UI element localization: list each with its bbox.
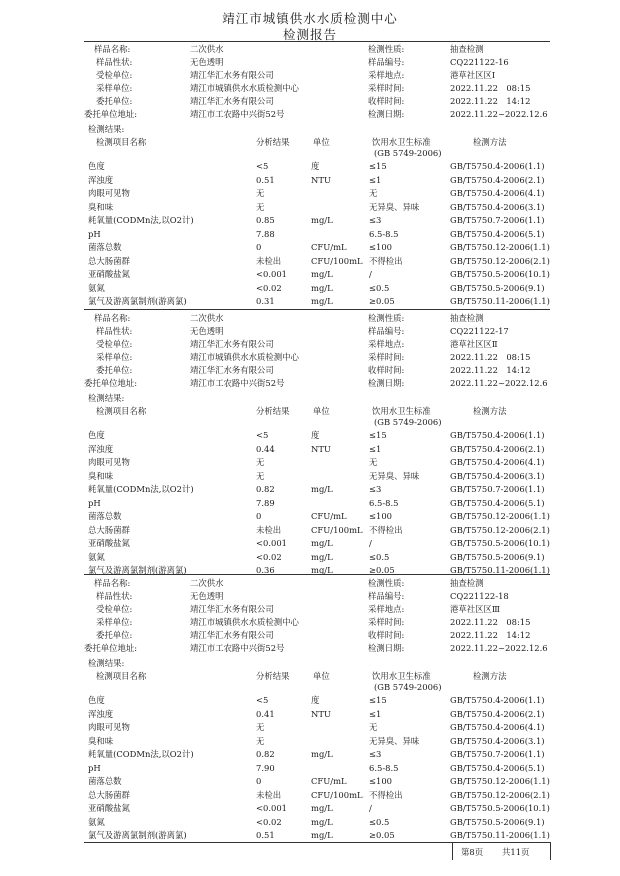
result-unit: CFU/100mL (311, 255, 363, 266)
result-value: 0.31 (256, 296, 275, 306)
result-item: 耗氧量(CODMn法,以O2计) (88, 484, 194, 494)
result-value: 0.51 (256, 174, 275, 185)
result-method: GB/T5750.5-2006(9.1) (450, 551, 545, 562)
column-header: 检测方法 (473, 137, 507, 147)
info-value: 靖江华汇水务有限公司 (190, 70, 274, 80)
info-label: 采样单位: (96, 617, 133, 627)
result-standard: ≤3 (369, 484, 382, 494)
info-value: 靖江华汇水务有限公司 (190, 365, 274, 375)
info-label: 委托单位: (96, 365, 133, 375)
result-method: GB/T5750.12-2006(1.1) (450, 776, 550, 786)
result-unit: NTU (311, 443, 331, 454)
result-unit: CFU/mL (311, 511, 347, 521)
result-method: GB/T5750.7-2006(1.1) (450, 215, 545, 225)
result-unit: CFU/100mL (311, 524, 363, 535)
result-standard: 6.5-8.5 (369, 497, 399, 508)
result-item: 臭和味 (88, 470, 114, 481)
info-value: 2022.11.22~2022.12.6 (450, 378, 548, 388)
top-rule (84, 41, 550, 42)
result-standard: 不得检出 (369, 789, 403, 800)
result-standard: / (369, 269, 372, 279)
result-standard: 6.5-8.5 (369, 228, 399, 239)
column-header: 饮用水卫生标准 (372, 671, 431, 681)
result-value: 无 (256, 457, 265, 467)
info-label: 收样时间: (368, 630, 405, 640)
result-standard: 不得检出 (369, 524, 403, 535)
info-label: 检测日期: (368, 378, 405, 388)
result-unit: mg/L (311, 269, 333, 279)
info-value: 2022.11.22 08:15 (450, 352, 531, 362)
result-unit: mg/L (311, 296, 333, 306)
info-value: 靖江华汇水务有限公司 (190, 339, 274, 349)
report-org-title: 靖江市城镇供水水质检测中心 (222, 11, 398, 26)
result-method: GB/T5750.4-2006(3.1) (450, 470, 545, 481)
result-item: 总大肠菌群 (88, 255, 130, 266)
column-header: 单位 (313, 406, 330, 416)
info-label: 样品名称: (94, 313, 131, 323)
result-method: GB/T5750.4-2006(2.1) (450, 708, 545, 719)
result-item: 浑浊度 (88, 443, 114, 454)
result-method: GB/T5750.11-2006(1.1) (450, 565, 550, 575)
result-unit: 度 (311, 430, 320, 440)
result-standard: ≥0.05 (369, 296, 395, 306)
result-value: <0.001 (256, 803, 287, 813)
info-label: 样品性状: (96, 326, 133, 336)
result-item: pH (88, 762, 101, 773)
section-rule (84, 574, 550, 575)
info-label: 受检单位: (96, 604, 133, 614)
result-standard: ≤1 (369, 174, 382, 185)
result-method: GB/T5750.4-2006(4.1) (450, 722, 545, 732)
result-unit: 度 (311, 695, 320, 705)
result-item: 肉眼可见物 (88, 457, 130, 467)
info-value: 靖江市城镇供水水质检测中心 (190, 617, 299, 627)
info-label: 采样时间: (368, 83, 405, 93)
result-value: 0.41 (256, 708, 275, 719)
info-label: 受检单位: (96, 339, 133, 349)
result-value: 无 (256, 722, 265, 732)
result-item: 亚硝酸盐氮 (88, 269, 130, 279)
results-heading: 检测结果: (88, 658, 125, 668)
column-header: 检测项目名称 (96, 671, 147, 681)
result-item: 耗氧量(CODMn法,以O2计) (88, 749, 194, 759)
result-method: GB/T5750.5-2006(9.1) (450, 816, 545, 827)
result-value: 无 (256, 470, 265, 481)
result-method: GB/T5750.12-2006(1.1) (450, 511, 550, 521)
info-value: CQ221122-17 (450, 326, 509, 336)
info-value: 抽查检测 (450, 313, 484, 323)
footer-divider-left (452, 842, 453, 860)
result-method: GB/T5750.5-2006(10.1) (450, 538, 550, 548)
info-value: 靖江市工农路中兴街52号 (190, 109, 285, 119)
result-standard: ≤0.5 (369, 282, 390, 293)
result-value: <0.02 (256, 282, 282, 293)
result-item: 色度 (88, 161, 105, 171)
result-value: <0.02 (256, 816, 282, 827)
result-method: GB/T5750.7-2006(1.1) (450, 749, 545, 759)
result-item: pH (88, 497, 101, 508)
result-unit: NTU (311, 174, 331, 185)
column-header: 单位 (313, 671, 330, 681)
column-header: 饮用水卫生标准 (372, 406, 431, 416)
result-value: 0 (256, 511, 262, 521)
result-value: 0 (256, 242, 262, 252)
footer-divider-right (550, 842, 551, 860)
result-method: GB/T5750.11-2006(1.1) (450, 830, 550, 840)
info-value: 无色透明 (190, 591, 224, 601)
info-value: 二次供水 (190, 578, 224, 588)
result-item: 氨氮 (88, 551, 105, 562)
result-standard: 无异臭、异味 (369, 470, 420, 481)
result-standard: 无 (369, 457, 378, 467)
info-label: 采样单位: (96, 83, 133, 93)
column-header: 检测项目名称 (96, 406, 147, 416)
result-standard: ≤100 (369, 511, 393, 521)
info-value: 靖江市工农路中兴街52号 (190, 643, 285, 653)
result-method: GB/T5750.5-2006(9.1) (450, 282, 545, 293)
info-value: 靖江华汇水务有限公司 (190, 96, 274, 106)
info-value: CQ221122-16 (450, 57, 509, 67)
result-standard: ≤0.5 (369, 816, 390, 827)
result-method: GB/T5750.11-2006(1.1) (450, 296, 550, 306)
info-label: 检测性质: (368, 313, 405, 323)
info-value: 2022.11.22~2022.12.6 (450, 109, 548, 119)
result-value: 0 (256, 776, 262, 786)
result-method: GB/T5750.4-2006(1.1) (450, 161, 545, 171)
column-header: 检测项目名称 (96, 137, 147, 147)
result-standard: ≤100 (369, 242, 393, 252)
result-unit: mg/L (311, 484, 333, 494)
result-item: 臭和味 (88, 201, 114, 212)
info-label: 样品编号: (368, 57, 405, 67)
result-method: GB/T5750.4-2006(1.1) (450, 695, 545, 705)
info-value: 2022.11.22~2022.12.6 (450, 643, 548, 653)
info-label: 样品性状: (96, 591, 133, 601)
result-method: GB/T5750.4-2006(3.1) (450, 735, 545, 746)
result-item: 亚硝酸盐氮 (88, 803, 130, 813)
result-item: 菌落总数 (88, 511, 122, 521)
result-value: 7.88 (256, 228, 275, 239)
column-header-sub: (GB 5749-2006) (374, 417, 442, 427)
info-value: 二次供水 (190, 313, 224, 323)
result-value: 0.51 (256, 830, 275, 840)
result-standard: ≤1 (369, 443, 382, 454)
result-standard: ≤15 (369, 161, 387, 171)
info-value: 港草社区区Ⅱ (450, 339, 498, 349)
result-standard: ≤1 (369, 708, 382, 719)
column-header: 分析结果 (256, 671, 290, 681)
info-value: 抽查检测 (450, 44, 484, 54)
result-standard: / (369, 538, 372, 548)
column-header: 检测方法 (473, 406, 507, 416)
result-method: GB/T5750.4-2006(3.1) (450, 201, 545, 212)
section-rule (84, 309, 550, 310)
result-unit: mg/L (311, 749, 333, 759)
info-label: 委托单位: (96, 96, 133, 106)
info-value: 港草社区区Ⅰ (450, 70, 496, 80)
info-label: 委托单位地址: (84, 109, 138, 119)
info-value: 无色透明 (190, 326, 224, 336)
info-value: 2022.11.22 14:12 (450, 630, 531, 640)
result-unit: mg/L (311, 551, 333, 562)
info-value: 二次供水 (190, 44, 224, 54)
result-method: GB/T5750.4-2006(2.1) (450, 443, 545, 454)
result-item: 总大肠菌群 (88, 789, 130, 800)
info-value: CQ221122-18 (450, 591, 509, 601)
result-item: 菌落总数 (88, 242, 122, 252)
result-value: 无 (256, 201, 265, 212)
results-heading: 检测结果: (88, 393, 125, 403)
column-header-sub: (GB 5749-2006) (374, 148, 442, 158)
result-value: 未检出 (256, 255, 282, 266)
info-label: 样品编号: (368, 591, 405, 601)
result-method: GB/T5750.4-2006(5.1) (450, 497, 545, 508)
page-number: 第8页 (461, 847, 484, 857)
info-label: 收样时间: (368, 96, 405, 106)
result-value: <5 (256, 430, 269, 440)
info-label: 样品编号: (368, 326, 405, 336)
column-header: 分析结果 (256, 406, 290, 416)
result-item: 氨氮 (88, 816, 105, 827)
info-value: 2022.11.22 14:12 (450, 96, 531, 106)
result-value: 7.90 (256, 762, 275, 773)
info-label: 样品名称: (94, 44, 131, 54)
result-value: 0.44 (256, 443, 275, 454)
info-value: 靖江华汇水务有限公司 (190, 630, 274, 640)
info-label: 委托单位地址: (84, 643, 138, 653)
result-standard: ≤15 (369, 430, 387, 440)
result-value: 未检出 (256, 789, 282, 800)
info-value: 2022.11.22 08:15 (450, 617, 531, 627)
result-method: GB/T5750.4-2006(5.1) (450, 228, 545, 239)
result-item: 浑浊度 (88, 708, 114, 719)
info-label: 样品性状: (96, 57, 133, 67)
result-standard: 无 (369, 722, 378, 732)
result-item: 耗氧量(CODMn法,以O2计) (88, 215, 194, 225)
result-unit: mg/L (311, 215, 333, 225)
result-item: 肉眼可见物 (88, 722, 130, 732)
info-label: 样品名称: (94, 578, 131, 588)
result-value: 0.82 (256, 749, 275, 759)
info-label: 采样单位: (96, 352, 133, 362)
result-value: <5 (256, 161, 269, 171)
result-unit: CFU/mL (311, 776, 347, 786)
info-value: 靖江市工农路中兴街52号 (190, 378, 285, 388)
result-value: <5 (256, 695, 269, 705)
info-label: 检测日期: (368, 109, 405, 119)
result-unit: CFU/100mL (311, 789, 363, 800)
info-label: 委托单位: (96, 630, 133, 640)
result-standard: / (369, 803, 372, 813)
result-value: <0.001 (256, 269, 287, 279)
result-unit: mg/L (311, 803, 333, 813)
info-label: 检测日期: (368, 643, 405, 653)
result-value: 0.85 (256, 215, 275, 225)
result-item: 臭和味 (88, 735, 114, 746)
column-header-sub: (GB 5749-2006) (374, 682, 442, 692)
result-value: 无 (256, 735, 265, 746)
result-item: 氨氮 (88, 282, 105, 293)
result-method: GB/T5750.5-2006(10.1) (450, 803, 550, 813)
result-method: GB/T5750.4-2006(2.1) (450, 174, 545, 185)
info-value: 2022.11.22 14:12 (450, 365, 531, 375)
result-unit: mg/L (311, 282, 333, 293)
result-method: GB/T5750.5-2006(10.1) (450, 269, 550, 279)
result-method: GB/T5750.12-2006(2.1) (450, 524, 550, 535)
result-standard: ≥0.05 (369, 830, 395, 840)
result-unit: mg/L (311, 538, 333, 548)
result-standard: ≥0.05 (369, 565, 395, 575)
result-method: GB/T5750.4-2006(4.1) (450, 457, 545, 467)
info-label: 采样时间: (368, 617, 405, 627)
info-label: 检测性质: (368, 44, 405, 54)
report-subtitle: 检测报告 (282, 27, 337, 42)
info-label: 采样地点: (368, 604, 405, 614)
info-label: 受检单位: (96, 70, 133, 80)
info-label: 采样时间: (368, 352, 405, 362)
page-total: 共11页 (502, 847, 530, 857)
result-value: <0.02 (256, 551, 282, 562)
column-header: 饮用水卫生标准 (372, 137, 431, 147)
result-method: GB/T5750.12-2006(2.1) (450, 789, 550, 800)
result-standard: ≤15 (369, 695, 387, 705)
info-label: 收样时间: (368, 365, 405, 375)
result-unit: NTU (311, 708, 331, 719)
result-value: 无 (256, 188, 265, 198)
result-standard: 无 (369, 188, 378, 198)
result-item: 氯气及游离氯制剂(游离氯) (88, 296, 187, 306)
info-value: 无色透明 (190, 57, 224, 67)
result-unit: mg/L (311, 565, 333, 575)
result-value: <0.001 (256, 538, 287, 548)
info-value: 港草社区区Ⅲ (450, 604, 500, 614)
result-item: pH (88, 228, 101, 239)
bottom-rule (84, 842, 550, 843)
column-header: 检测方法 (473, 671, 507, 681)
result-method: GB/T5750.4-2006(1.1) (450, 430, 545, 440)
info-value: 靖江市城镇供水水质检测中心 (190, 352, 299, 362)
result-method: GB/T5750.4-2006(5.1) (450, 762, 545, 773)
result-value: 未检出 (256, 524, 282, 535)
info-label: 委托单位地址: (84, 378, 138, 388)
info-label: 采样地点: (368, 70, 405, 80)
info-value: 靖江市城镇供水水质检测中心 (190, 83, 299, 93)
result-standard: 无异臭、异味 (369, 201, 420, 212)
result-value: 7.89 (256, 497, 275, 508)
info-value: 2022.11.22 08:15 (450, 83, 531, 93)
result-item: 亚硝酸盐氮 (88, 538, 130, 548)
result-item: 肉眼可见物 (88, 188, 130, 198)
result-method: GB/T5750.12-2006(1.1) (450, 242, 550, 252)
info-label: 采样地点: (368, 339, 405, 349)
info-value: 靖江华汇水务有限公司 (190, 604, 274, 614)
result-item: 色度 (88, 430, 105, 440)
result-item: 总大肠菌群 (88, 524, 130, 535)
result-item: 浑浊度 (88, 174, 114, 185)
result-method: GB/T5750.4-2006(4.1) (450, 188, 545, 198)
result-item: 菌落总数 (88, 776, 122, 786)
result-standard: 不得检出 (369, 255, 403, 266)
result-standard: ≤3 (369, 215, 382, 225)
results-heading: 检测结果: (88, 124, 125, 134)
result-item: 色度 (88, 695, 105, 705)
result-value: 0.36 (256, 565, 275, 575)
result-item: 氯气及游离氯制剂(游离氯) (88, 565, 187, 575)
column-header: 分析结果 (256, 137, 290, 147)
result-method: GB/T5750.7-2006(1.1) (450, 484, 545, 494)
result-standard: ≤0.5 (369, 551, 390, 562)
result-value: 0.82 (256, 484, 275, 494)
result-standard: 无异臭、异味 (369, 735, 420, 746)
result-unit: 度 (311, 161, 320, 171)
result-standard: 6.5-8.5 (369, 762, 399, 773)
result-unit: mg/L (311, 830, 333, 840)
info-label: 检测性质: (368, 578, 405, 588)
result-method: GB/T5750.12-2006(2.1) (450, 255, 550, 266)
result-unit: CFU/mL (311, 242, 347, 252)
result-item: 氯气及游离氯制剂(游离氯) (88, 830, 187, 840)
column-header: 单位 (313, 137, 330, 147)
result-unit: mg/L (311, 816, 333, 827)
result-standard: ≤3 (369, 749, 382, 759)
result-standard: ≤100 (369, 776, 393, 786)
info-value: 抽查检测 (450, 578, 484, 588)
